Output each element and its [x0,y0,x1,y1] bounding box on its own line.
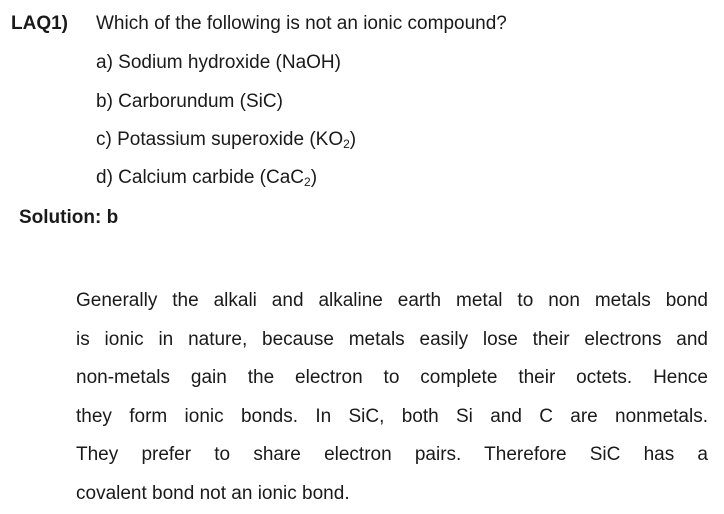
explanation-line: is ionic in nature, because metals easily lose their electrons and [76,328,708,350]
option-d-close: ) [310,167,318,188]
option-d [96,167,317,189]
option-c [96,129,356,151]
option-c-text: c) Potassium superoxide (KO [96,129,344,150]
option-a: a) Sodium hydroxide (NaOH) [96,52,341,73]
explanation-line: They prefer to share electron pairs. Therefore SiC has a [76,444,708,466]
explanation-line: Generally the alkali and alkaline earth metal to non metals bond [76,290,708,311]
option-c-subscript: 2 [343,137,350,151]
explanation-paragraph [76,282,708,514]
option-d-subscript: 2 [304,175,311,189]
question-text: Which of the following is not an ionic compound? [96,13,507,34]
option-d-text: d) Calcium carbide (CaC [96,167,305,188]
option-c-close: ) [349,129,357,150]
explanation-line: they form ionic bonds. In SiC, both Si and C are nonmetals. [76,405,708,427]
option-b: b) Carborundum (SiC) [96,91,283,112]
solution-answer: Solution: b [19,207,119,228]
explanation-line: covalent bond not an ionic bond. [76,482,350,504]
question-number: LAQ1) [11,13,68,34]
explanation-line: non-metals gain the electron to complete their octets. Hence [76,367,708,389]
